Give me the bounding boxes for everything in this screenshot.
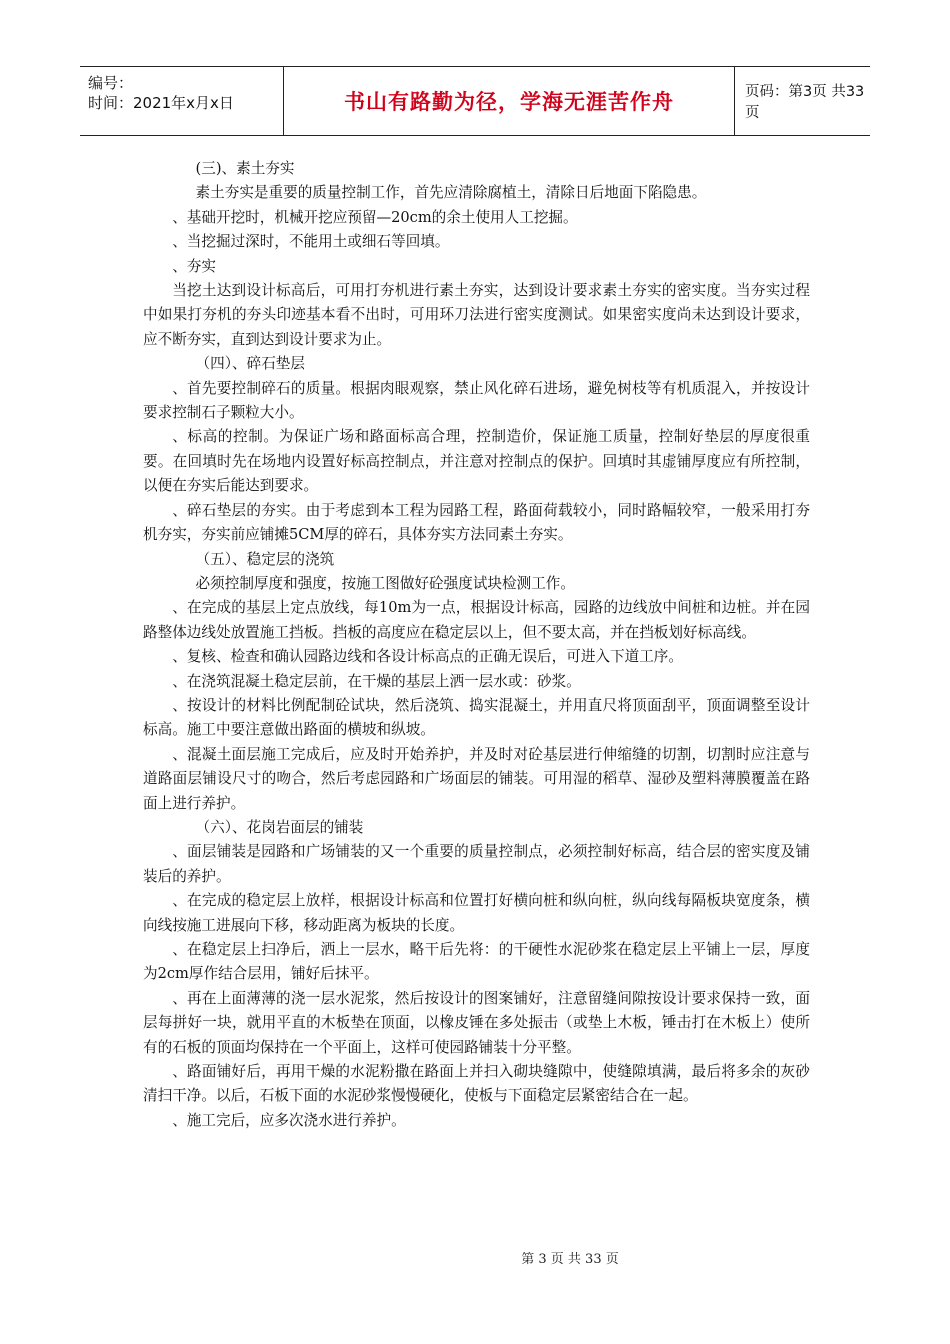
- paragraph: 必须控制厚度和强度，按施工图做好砼强度试块检测工作。: [195, 574, 575, 592]
- paragraph: 、在完成的基层上定点放线，每10m为一点，根据设计标高，园路的边线放中间桩和边桩。并在园路整体边线处放置施工挡板。挡板的高度应在稳定层以上，但不要太高，并在挡板划好标高线。: [143, 599, 810, 641]
- paragraph: 、在浇筑混凝土稳定层前，在干燥的基层上洒一层水或：砂浆。: [172, 672, 581, 690]
- paragraph: 当挖土达到设计标高后，可用打夯机进行素土夯实，达到设计要求素土夯实的密实度。当夯实过程中如果打夯机的夯头印迹基本看不出时，可用环刀法进行密实度测试。如果密实度尚未达到设计要求，应不断夯实，直到达到设计要求为止。: [143, 282, 810, 348]
- paragraph: （六）、花岗岩面层的铺装: [195, 818, 364, 836]
- paragraph: 素土夯实是重要的质量控制工作，首先应清除腐植土，清除日后地面下陷隐患。: [195, 184, 707, 202]
- paragraph: 、施工完后，应多次浇水进行养护。: [172, 1111, 406, 1129]
- paragraph: 、混凝土面层施工完成后，应及时开始养护，并及时对砼基层进行伸缩缝的切割，切割时应注意与道路面层铺设尺寸的吻合，然后考虑园路和广场面层的铺装。可用湿的稻草、湿砂及塑料薄膜覆盖在路面上进行养护。: [143, 745, 810, 812]
- document-body: [143, 157, 810, 1133]
- header-date-label: 时间：2021年x月x日: [88, 94, 234, 112]
- paragraph: 、基础开挖时，机械开挖应预留—20cm的余土使用人工挖掘。: [172, 208, 578, 226]
- paragraph: 、首先要控制碎石的质量。根据肉眼观察，禁止风化碎石进场，避免树枝等有机质混入，并按设计要求控制石子颗粒大小。: [143, 379, 810, 422]
- paragraph: 、当挖掘过深时，不能用土或细石等回填。: [172, 233, 450, 251]
- paragraph: （五）、稳定层的浇筑: [195, 550, 335, 568]
- header-motto: 书山有路勤为径，学海无涯苦作舟: [284, 67, 735, 135]
- paragraph: 、碎石垫层的夯实。由于考虑到本工程为园路工程，路面荷载较小，同时路幅较窄，一般采用打夯机夯实，夯实前应铺摊5CM厚的碎石，具体夯实方法同素土夯实。: [143, 501, 810, 544]
- paragraph: 、路面铺好后，再用干燥的水泥粉撒在路面上并扫入砌块缝隙中，使缝隙填满，最后将多余的灰砂清扫干净。以后，石板下面的水泥砂浆慢慢硬化，使板与下面稳定层紧密结合在一起。: [143, 1063, 810, 1105]
- paragraph: 、在稳定层上扫净后，洒上一层水，略干后先将：的干硬性水泥砂浆在稳定层上平铺上一层，厚度为2cm厚作结合层用，铺好后抹平。: [143, 941, 810, 983]
- paragraph: 、夯实: [172, 257, 216, 275]
- paragraph: 、复核、检查和确认园路边线和各设计标高点的正确无误后，可进入下道工序。: [172, 648, 683, 666]
- paragraph: 、在完成的稳定层上放样，根据设计标高和位置打好横向桩和纵向桩，纵向线每隔板块宽度条，横向线按施工进展向下移，移动距离为板块的长度。: [143, 892, 810, 934]
- paragraph: 、再在上面薄薄的浇一层水泥浆，然后按设计的图案铺好，注意留缝间隙按设计要求保持一致，面层每拼好一块，就用平直的木板垫在顶面，以橡皮锤在多处振击（或垫上木板，锤击打在木板上）使所有的石板的顶面均保持在一个平面上，这样可使园路铺装十分平整。: [143, 989, 810, 1056]
- header-page-info: 页码：第3页 共33页: [745, 84, 865, 121]
- paragraph: (三)、素土夯实: [195, 160, 295, 177]
- page-header: [80, 66, 870, 136]
- header-number-label: 编号：: [88, 74, 134, 92]
- paragraph: 、面层铺装是园路和广场铺装的又一个重要的质量控制点，必须控制好标高，结合层的密实度及铺装后的养护。: [143, 843, 810, 885]
- paragraph: 、按设计的材料比例配制砼试块，然后浇筑、捣实混凝土，并用直尺将顶面刮平，顶面调整至设计标高。施工中要注意做出路面的横坡和纵坡。: [143, 696, 810, 739]
- paragraph: （四）、碎石垫层: [195, 355, 305, 373]
- page-footer: 第 3 页 共 33 页: [521, 1252, 619, 1267]
- paragraph: 、标高的控制。为保证广场和路面标高合理，控制造价，保证施工质量，控制好垫层的厚度很重要。在回填时先在场地内设置好标高控制点，并注意对控制点的保护。回填时其虚铺厚度应有所控制，以便在夯实后能达到要求。: [143, 428, 810, 495]
- header-meta-cell: [80, 67, 284, 135]
